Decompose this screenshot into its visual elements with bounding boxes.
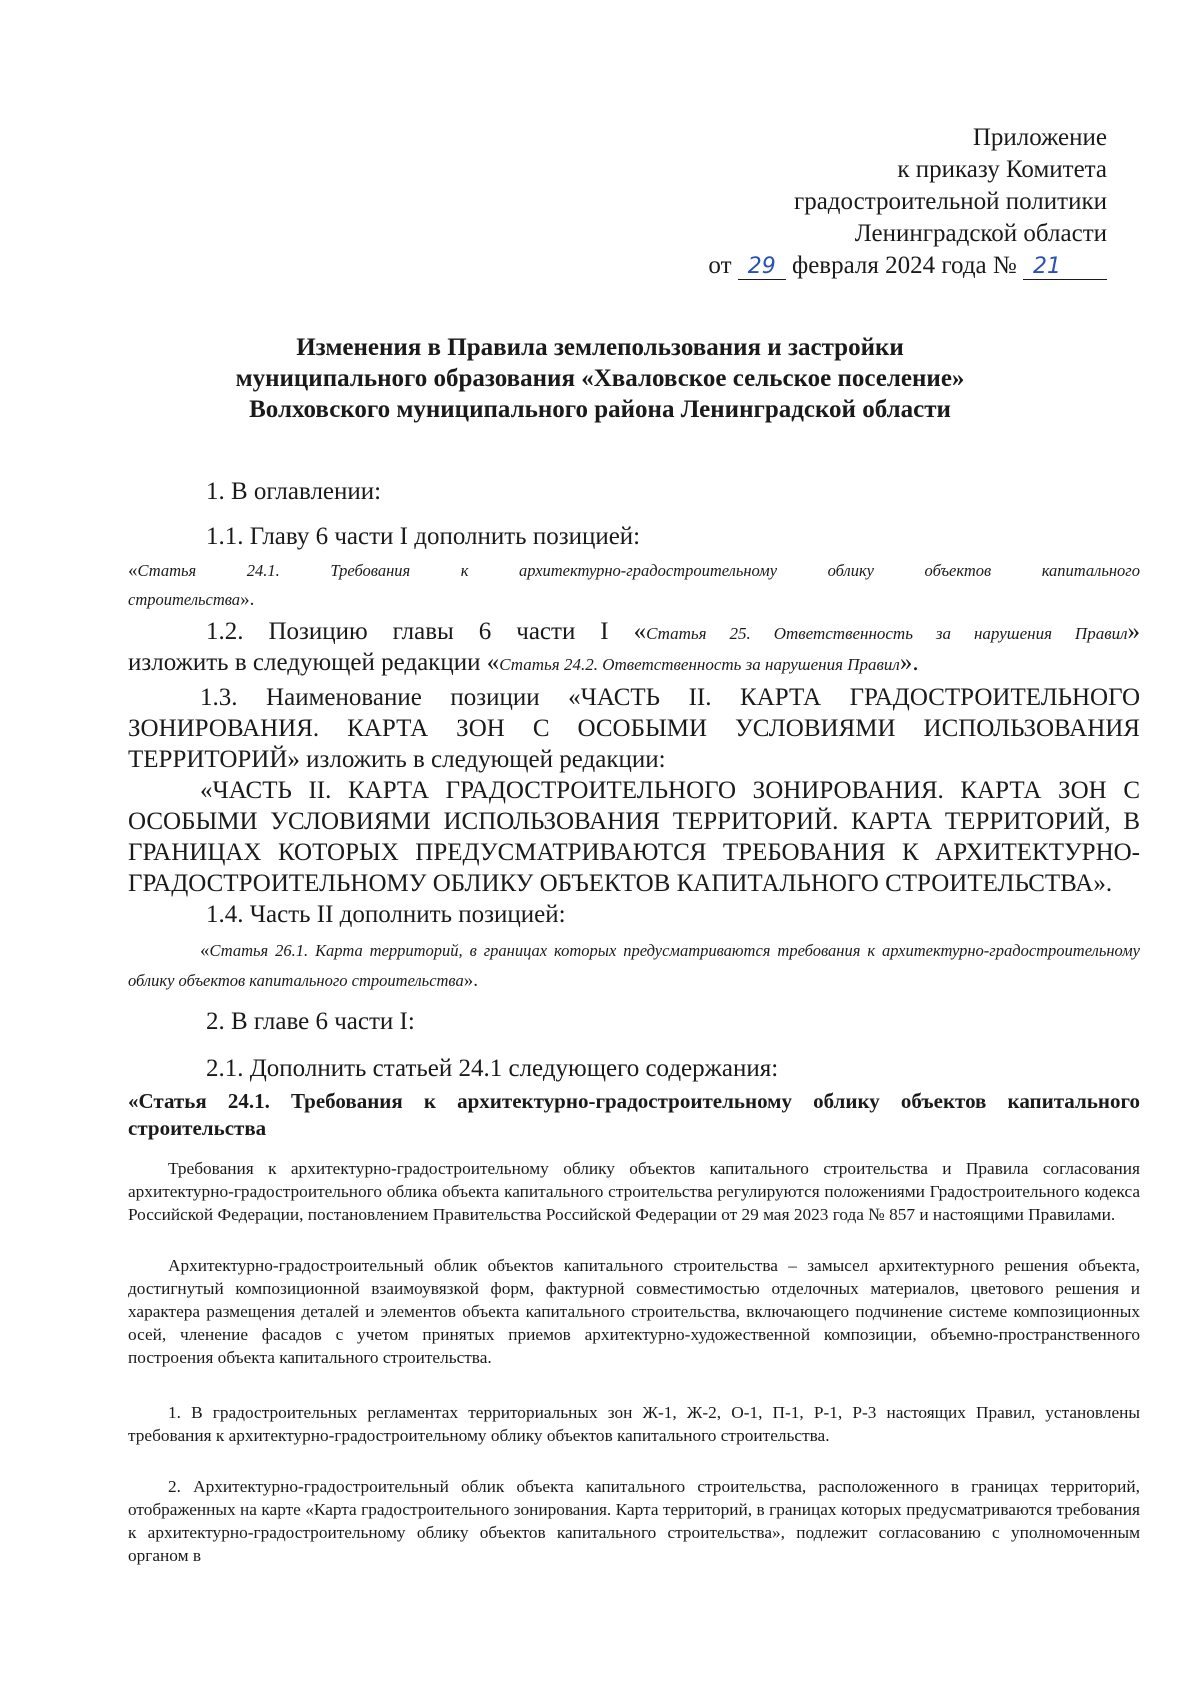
quote-text-b: строительства: [128, 590, 241, 609]
quote-open: «: [128, 560, 138, 581]
s1-2-b-end: ».: [899, 649, 919, 676]
section-1-4-quote: [128, 936, 1140, 996]
section-1-3-a: 1.3. Наименование позиции «ЧАСТЬ II. КАРТА ГРАДОСТРОИТЕЛЬНОГО ЗОНИРОВАНИЯ. КАРТА ЗОН С ОСОБЫМИ УСЛОВИЯМИ ИСПОЛЬЗОВАНИЯ ТЕРРИТОРИЙ» изложить в следующей редакции:: [128, 684, 1140, 773]
date-prefix: от: [708, 252, 732, 279]
paragraph-4: 2. Архитектурно-градостроительный облик объекта капитального строительства, расположенного в границах территорий, отображенных на карте «Карта градостроительного зонирования. Карта территорий, в границах которых предусматриваются требования к архитектурно-градостроительному облику объектов капитального строительства», подлежит согласованию с уполномоченным органом в: [128, 1477, 1140, 1565]
quote-open-2: «: [200, 940, 210, 961]
s1-2-a-ital: Статья 25. Ответственность за нарушения Правил: [646, 624, 1128, 643]
paragraph-2: Архитектурно-градостроительный облик объектов капитального строительства – замысел архитектурного решения объекта, достигнутый композиционной взаимоувязкой форм, фактурной совместимостью отделочных материалов, цветового решения и характера размещения деталей и элементов объекта капитального строительства, включающего подчинение системе композиционных осей, членение фасадов с учетом принятых приемов архитектурно-художественной композиции, объемно-пространственного построения объекта капитального строительства.: [128, 1256, 1140, 1367]
quote-text-2: Статья 26.1. Карта территорий, в границах которых предусматриваются требования к архитектурно-градостроительному облику объектов капитального строительства: [128, 941, 1140, 990]
section-1-4: 1.4. Часть II дополнить позицией:: [206, 901, 566, 928]
section-1-1-quote-b: [128, 589, 1140, 611]
quote-text-a: Статья 24.1. Требования к архитектурно-градостроительному облику объектов капитального: [137, 561, 1140, 580]
paragraph-3: 1. В градостроительных регламентах территориальных зон Ж-1, Ж-2, О-1, П-1, Р-1, Р-3 настоящих Правил, установлены требования к архитектурно-градостроительному облику объектов капитального строительства.: [128, 1403, 1140, 1445]
section-1-1-quote-a: [128, 560, 1140, 582]
s1-2-b: изложить в следующей редакции «: [128, 649, 500, 676]
title-line-2: муниципального образования «Хваловское сельское поселение»: [235, 365, 965, 392]
section-1-3-b: «ЧАСТЬ II. КАРТА ГРАДОСТРОИТЕЛЬНОГО ЗОНИРОВАНИЯ. КАРТА ЗОН С ОСОБЫМИ УСЛОВИЯМИ ИСПОЛЬЗОВАНИЯ ТЕРРИТОРИЙ. КАРТА ТЕРРИТОРИЙ, В ГРАНИЦАХ КОТОРЫХ ПРЕДУСМАТРИВАЮТСЯ ТРЕБОВАНИЯ К АРХИТЕКТУРНО-ГРАДОСТРОИТЕЛЬНОМУ ОБЛИКУ ОБЪЕКТОВ КАПИТАЛЬНОГО СТРОИТЕЛЬСТВА».: [128, 777, 1140, 897]
quote-close-2: ».: [463, 970, 478, 991]
title-line-1: Изменения в Правила землепользования и застройки: [296, 334, 904, 361]
s1-2-a: 1.2. Позицию главы 6 части I «: [206, 618, 647, 645]
appendix-header: [708, 122, 1107, 282]
section-1-1: 1.1. Главу 6 части I дополнить позицией:: [206, 523, 641, 550]
section-1-2-line-a: [206, 616, 1140, 649]
date-middle: февраля 2024 года №: [792, 252, 1017, 279]
title-line-3: Волховского муниципального района Ленинградской области: [249, 396, 951, 423]
appendix-line-4: Ленинградской области: [854, 220, 1107, 247]
document-title: [0, 332, 1200, 425]
section-2-1: 2.1. Дополнить статьей 24.1 следующего содержания:: [206, 1055, 779, 1082]
handwritten-order-number: 21: [1023, 255, 1107, 280]
handwritten-day: 29: [738, 255, 786, 280]
article-heading: «Статья 24.1. Требования к архитектурно-градостроительному облику объектов капитального строительства: [128, 1089, 1140, 1140]
section-1-heading: 1. В оглавлении:: [206, 478, 382, 505]
appendix-date-line: [708, 250, 1107, 282]
quote-close: ».: [240, 589, 255, 610]
section-1-2-line-b: [128, 647, 1140, 680]
appendix-line-2: к приказу Комитета: [897, 156, 1107, 183]
s1-2-b-ital: Статья 24.2. Ответственность за нарушения Правил: [499, 655, 900, 674]
appendix-line-1: Приложение: [972, 124, 1107, 151]
appendix-line-3: градостроительной политики: [793, 188, 1107, 215]
s1-2-a-end: »: [1127, 618, 1140, 645]
paragraph-1: Требования к архитектурно-градостроительному облику объектов капитального строительства и Правила согласования архитектурно-градостроительного облика объекта капитального строительства регулируются положениями Градостроительного кодекса Российской Федерации, постановлением Правительства Российской Федерации от 29 мая 2023 года № 857 и настоящими Правилами.: [128, 1159, 1140, 1224]
section-2-heading: 2. В главе 6 части I:: [206, 1008, 415, 1035]
